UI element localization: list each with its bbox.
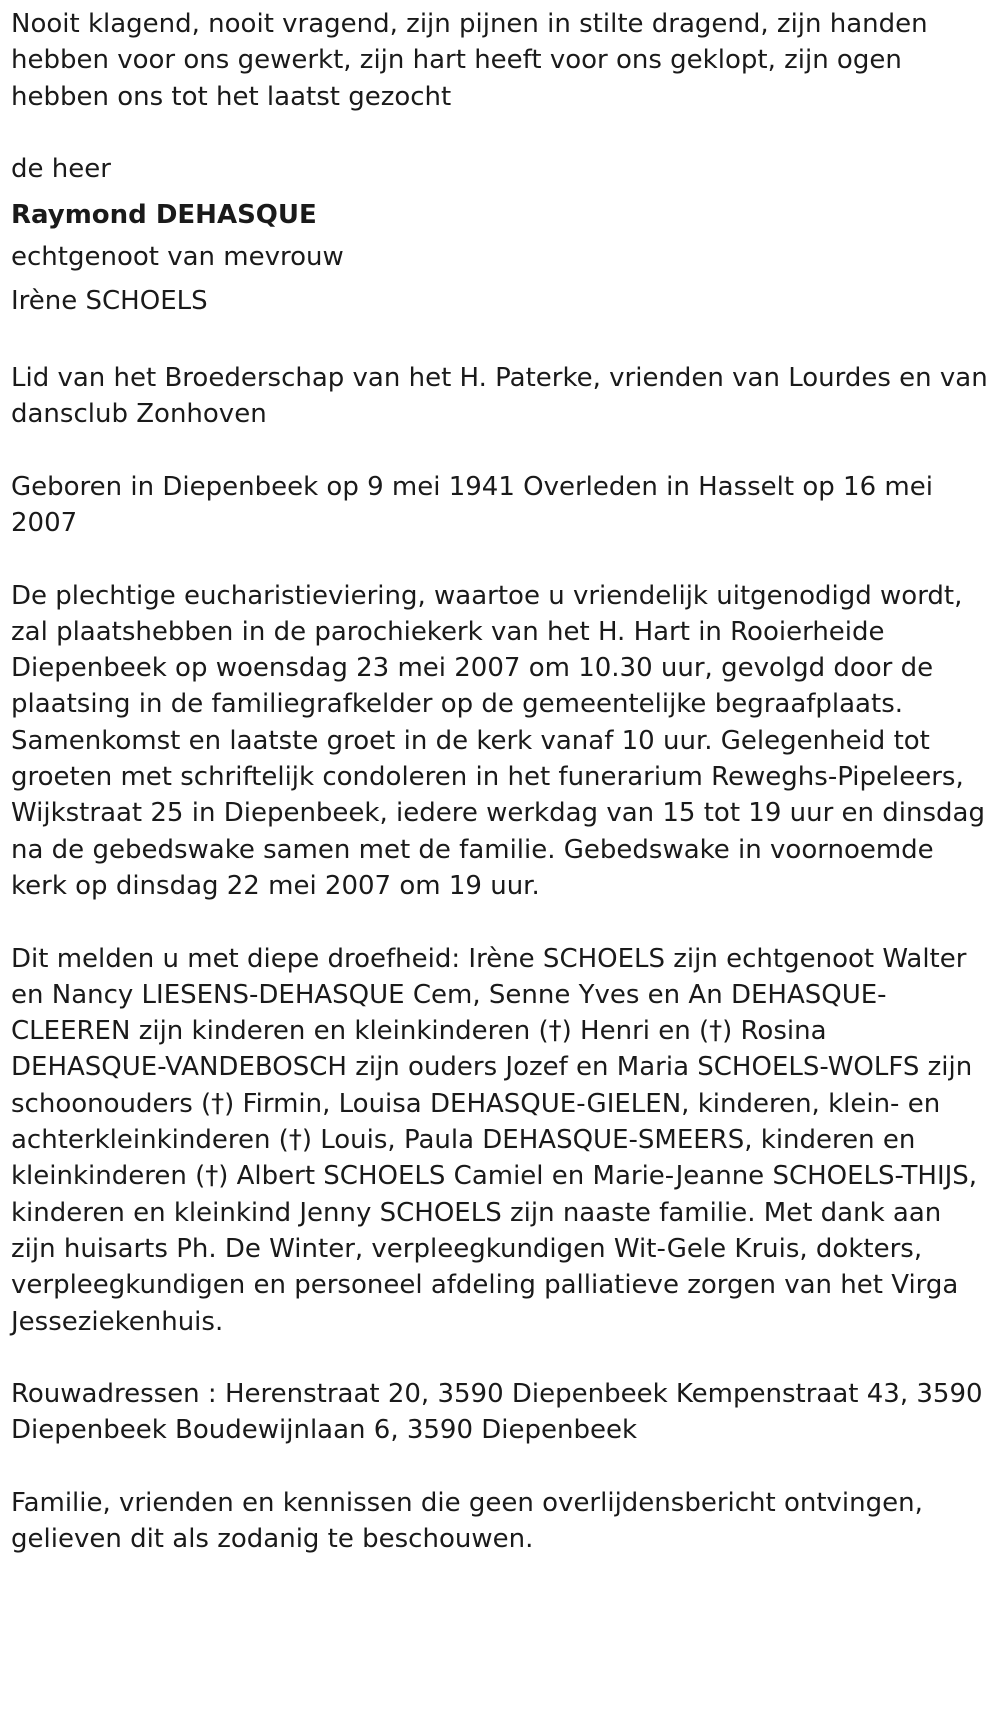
spacer [11, 904, 988, 940]
motto-text: Nooit klagend, nooit vragend, zijn pijnen in stilte dragend, zijn handen hebben voor ons gewerkt, zijn hart heeft voor ons geklopt, zijn ogen hebben ons tot het laatst gezocht [11, 9, 928, 112]
spacer [11, 323, 988, 359]
ceremony-text: De plechtige eucharistieviering, waartoe u vriendelijk uitgenodigd wordt, zal plaatshebben in de parochiekerk van het H. Hart in Rooierheide Diepenbeek op woensdag 23 mei 2007 om 10.30 uur, gevolgd door de plaatsing in de familiegrafkelder op de gemeentelijke begraafplaats. Samenkomst en laatste groet in de kerk vanaf 10 uur. Gelegenheid tot groeten met schriftelijk condoleren in het funerarium Reweghs-Pipeleers, Wijkstraat 25 in Diepenbeek, iedere werkdag van 15 tot 19 uur en dinsdag na de gebedswake samen met de familie. Gebedswake in voornoemde kerk op dinsdag 22 mei 2007 om 19 uur. [11, 580, 985, 901]
spacer [11, 541, 988, 577]
family-text: Dit melden u met diepe droefheid: Irène SCHOELS zijn echtgenoot Walter en Nancy LIESENS-DEHASQUE Cem, Senne Yves en An DEHASQUE-CLEEREN zijn kinderen en kleinkinderen (†) Henri en (†) Rosina DEHASQUE-VANDEBOSCH zijn ouders Jozef en Maria SCHOELS-WOLFS zijn schoonouders (†) Firmin, Louisa DEHASQUE-GIELEN, kinderen, klein- en achterkleinkinderen (†) Louis, Paula DEHASQUE-SMEERS, kinderen en kleinkinderen (†) Albert SCHOELS Camiel en Marie-Jeanne SCHOELS-THIJS, kinderen en kleinkind Jenny SCHOELS zijn naaste familie. Met dank aan zijn huisarts Ph. De Winter, verpleegkundigen Wit-Gele Kruis, dokters, verpleegkundigen en personeel afdeling palliatieve zorgen van het Virga Jesseziekenhuis. [11, 943, 978, 1337]
spacer [11, 432, 988, 468]
closing-text: Familie, vrienden en kennissen die geen overlijdensbericht ontvingen, gelieven dit als zodanig te beschouwen. [11, 1487, 923, 1555]
addresses-text: Rouwadressen : Herenstraat 20, 3590 Diepenbeek Kempenstraat 43, 3590 Diepenbeek Boudewijnlaan 6, 3590 Diepenbeek [11, 1379, 983, 1446]
spouse-name: Irène SCHOELS [11, 286, 208, 317]
title-prefix: de heer [11, 154, 111, 185]
spacer [11, 1340, 988, 1376]
spacer [11, 1449, 988, 1485]
deceased-name: Raymond DEHASQUE [11, 200, 317, 231]
spouse-intro: echtgenoot van mevrouw [11, 242, 344, 273]
spacer [11, 115, 988, 151]
birth-death-text: Geboren in Diepenbeek op 9 mei 1941 Overleden in Hasselt op 16 mei 2007 [11, 471, 933, 538]
membership-text: Lid van het Broederschap van het H. Paterke, vrienden van Lourdes en van dansclub Zonhoven [11, 362, 988, 430]
